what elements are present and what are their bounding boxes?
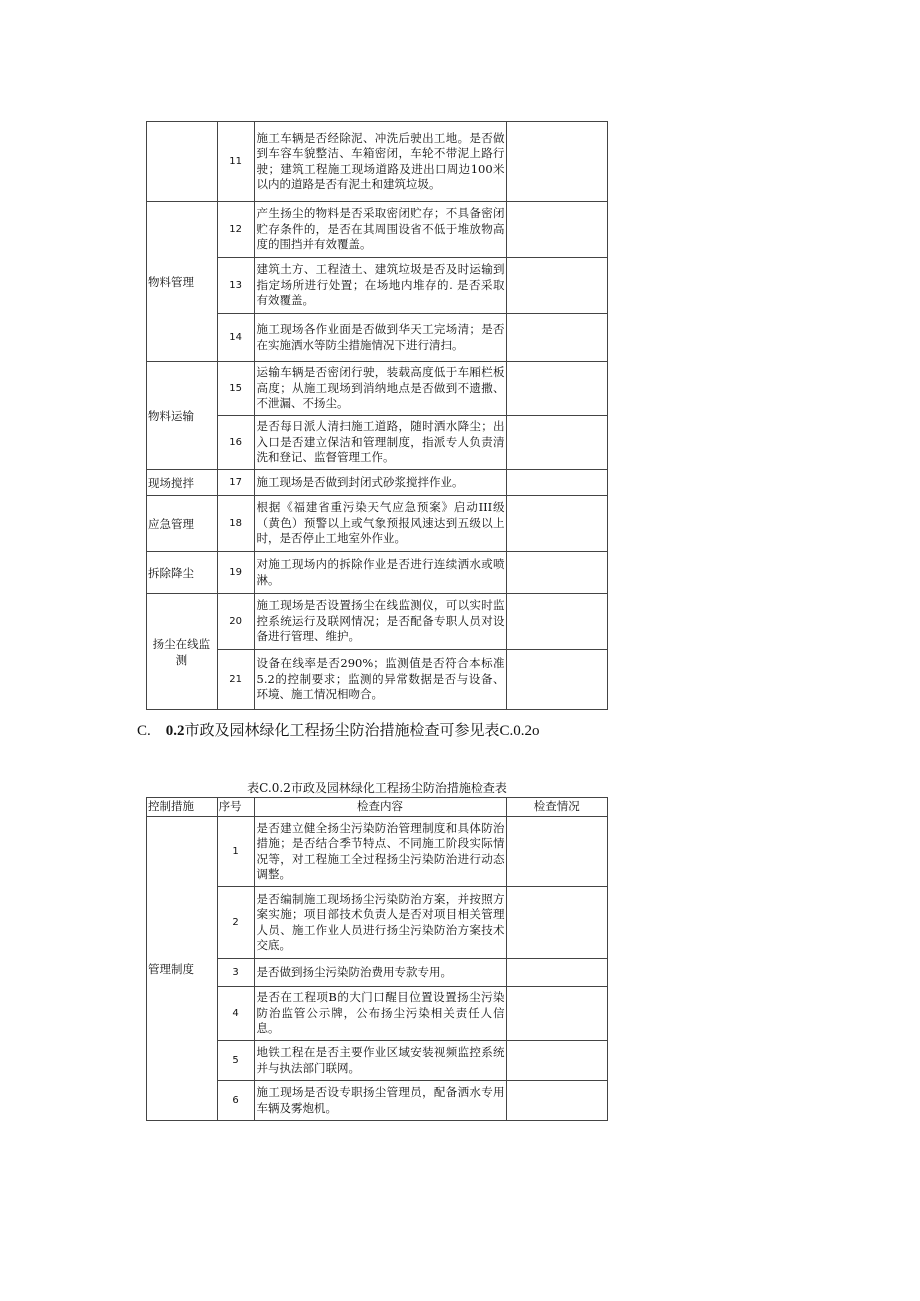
table-row (147, 594, 608, 650)
check-content: 施工现场是否做到封闭式砂浆搅拌作业。 (254, 470, 506, 496)
check-content: 对施工现场内的拆除作业是否进行连续洒水或喷淋。 (254, 552, 506, 594)
row-number: 18 (217, 496, 254, 552)
check-status-cell[interactable] (506, 594, 607, 650)
table-row (147, 362, 608, 416)
check-content: 是否建立健全扬尘污染防治管理制度和具体防治措施；是否结合季节特点、不同施工阶段实际情况等，对工程施工全过程扬尘污染防治进行动态调整。 (254, 817, 506, 887)
check-status-cell[interactable] (506, 202, 607, 258)
check-status-cell[interactable] (506, 362, 607, 416)
table-row (147, 817, 608, 887)
check-content: 是否在工程项B的大门口醒目位置设置扬尘污染防治监管公示牌，公布扬尘污染相关责任人信息。 (254, 987, 506, 1041)
check-content: 产生扬尘的物料是否采取密闭贮存；不具备密闭贮存条件的，是否在其周围设省不低于堆放物高度的围挡并有效覆盖。 (254, 202, 506, 258)
header-serial-number: 序号 (217, 798, 254, 817)
check-content: 是否编制施工现场扬尘污染防治方案，并按照方案实施；项目部技术负责人是否对项目相关管理人员、施工作业人员进行扬尘污染防治方案技术交底。 (254, 887, 506, 959)
row-number: 11 (217, 122, 254, 202)
check-status-cell[interactable] (506, 416, 607, 470)
check-content: 施工现场各作业面是否做到华天工完场清；是否在实施洒水等防尘措施情况下进行清扫。 (254, 314, 506, 362)
check-content: 运输车辆是否密闭行驶，装载高度低于车厢栏板高度；从施工现场到消纳地点是否做到不遗撒、不泄漏、不扬尘。 (254, 362, 506, 416)
check-content: 设备在线率是否290%；监测值是否符合本标准5.2的控制要求；监测的异常数据是否与设备、环境、施工情况相吻合。 (254, 650, 506, 710)
inspection-table-municipal (146, 797, 608, 1121)
check-status-cell[interactable] (506, 887, 607, 959)
check-status-cell[interactable] (506, 552, 607, 594)
check-status-cell[interactable] (506, 1041, 607, 1081)
row-number: 5 (217, 1041, 254, 1081)
inspection-table-continued (146, 121, 608, 710)
row-number: 6 (217, 1081, 254, 1121)
header-check-content: 检查内容 (254, 798, 506, 817)
check-status-cell[interactable] (506, 1081, 607, 1121)
check-status-cell[interactable] (506, 987, 607, 1041)
table-row (147, 496, 608, 552)
category-dust-online-monitoring: 扬尘在线监测 (147, 594, 218, 710)
row-number: 16 (217, 416, 254, 470)
row-number: 20 (217, 594, 254, 650)
table-row (147, 202, 608, 258)
category-emergency-management: 应急管理 (147, 496, 218, 552)
table-caption: 表C.0.2市政及园林绿化工程扬尘防治措施检查表 (247, 781, 507, 795)
check-content: 建筑土方、工程渣土、建筑垃圾是否及时运输到指定场所进行处置；在场地内堆存的. 是否采取有效覆盖。 (254, 258, 506, 314)
category-material-transport: 物料运输 (147, 362, 218, 470)
table-header-row (147, 798, 608, 817)
check-content: 是否每日派人清扫施工道路，随时洒水降尘；出入口是否建立保洁和管理制度，指派专人负责清洗和登记、监督管理工作。 (254, 416, 506, 470)
row-number: 3 (217, 959, 254, 987)
check-status-cell[interactable] (506, 496, 607, 552)
header-check-status: 检查情况 (506, 798, 607, 817)
row-number: 13 (217, 258, 254, 314)
row-number: 21 (217, 650, 254, 710)
check-status-cell[interactable] (506, 122, 607, 202)
category-material-management: 物料管理 (147, 202, 218, 362)
row-number: 1 (217, 817, 254, 887)
check-status-cell[interactable] (506, 314, 607, 362)
row-number: 19 (217, 552, 254, 594)
row-number: 2 (217, 887, 254, 959)
row-number: 15 (217, 362, 254, 416)
category-cell (147, 122, 218, 202)
category-demolition-dust: 拆除降尘 (147, 552, 218, 594)
section-heading (137, 719, 540, 740)
check-content: 施工车辆是否经除泥、冲洗后驶出工地。是否做到车容车貌整洁、车箱密闭，车轮不带泥上路行驶；建筑工程施工现场道路及进出口周边100米以内的道路是否有泥土和建筑垃圾。 (254, 122, 506, 202)
row-number: 17 (217, 470, 254, 496)
header-control-measures: 控制措施 (147, 798, 218, 817)
check-status-cell[interactable] (506, 258, 607, 314)
check-status-cell[interactable] (506, 959, 607, 987)
check-content: 根据《福建省重污染天气应急预案》启动III级（黄色）预警以上或气象预报风速达到五级以上时，是否停止工地室外作业。 (254, 496, 506, 552)
check-content: 地铁工程在是否主要作业区域安装视频监控系统并与执法部门联网。 (254, 1041, 506, 1081)
row-number: 14 (217, 314, 254, 362)
check-status-cell[interactable] (506, 650, 607, 710)
check-content: 施工现场是否设置扬尘在线监测仪，可以实时监控系统运行及联网情况；是否配备专职人员对设备进行管理、维护。 (254, 594, 506, 650)
section-text: 市政及园林绿化工程扬尘防治措施检查可参见表C.0.2o (184, 723, 540, 739)
table-row (147, 552, 608, 594)
check-status-cell[interactable] (506, 470, 607, 496)
section-number: 0.2 (165, 723, 185, 739)
check-content: 是否做到扬尘污染防治费用专款专用。 (254, 959, 506, 987)
row-number: 12 (217, 202, 254, 258)
table-row (147, 122, 608, 202)
section-prefix: C. (137, 723, 151, 739)
row-number: 4 (217, 987, 254, 1041)
table-row (147, 470, 608, 496)
check-content: 施工现场是否设专职扬尘管理员，配备洒水专用车辆及雾炮机。 (254, 1081, 506, 1121)
category-site-mixing: 现场搅拌 (147, 470, 218, 496)
check-status-cell[interactable] (506, 817, 607, 887)
category-management-system: 管理制度 (147, 817, 218, 1121)
